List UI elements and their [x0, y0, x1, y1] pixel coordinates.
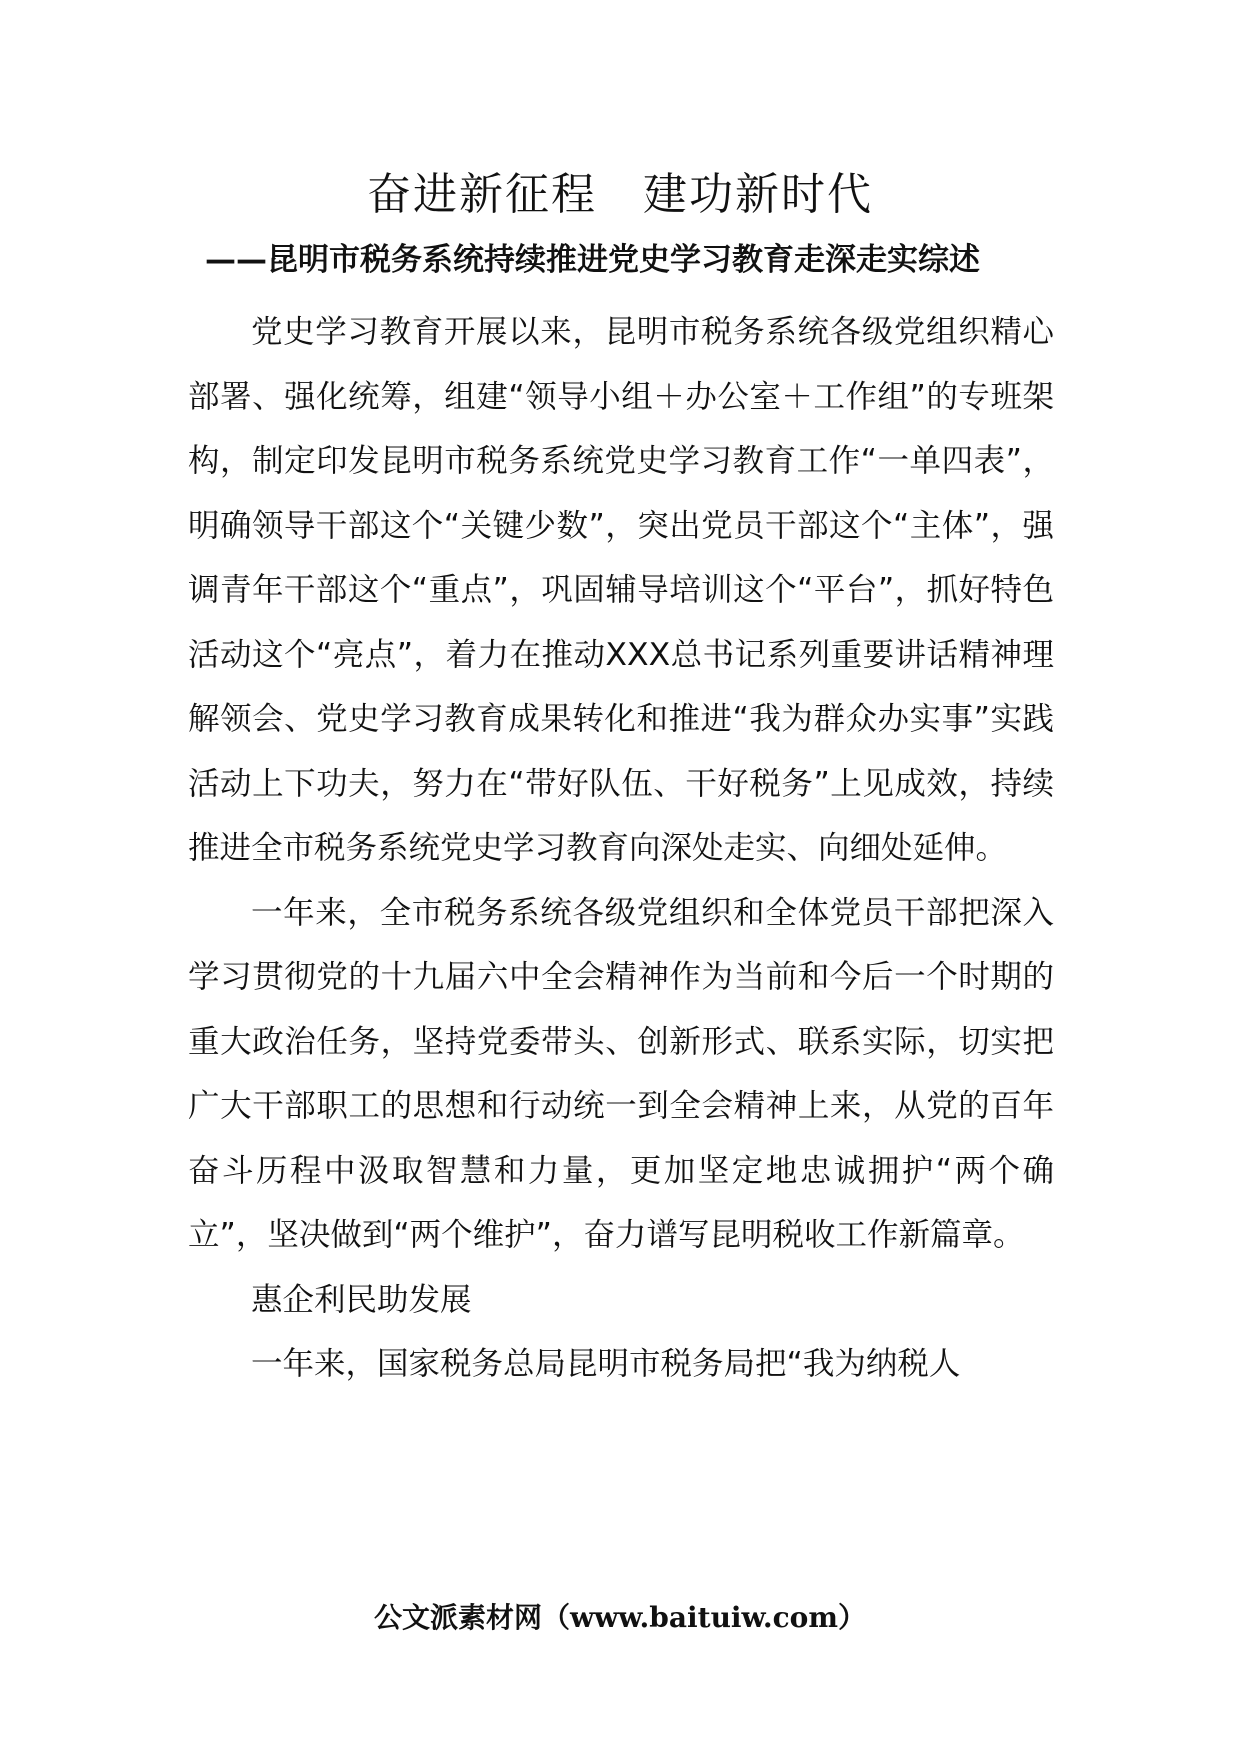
- watermark-footer: 公文派素材网（www.baituiw.com）: [374, 1601, 866, 1634]
- body-paragraph: 一年来，国家税务总局昆明市税务局把“我为纳税人: [251, 1346, 961, 1382]
- section-heading: 惠企利民助发展: [251, 1281, 472, 1318]
- document-body: [188, 300, 1054, 1397]
- body-paragraph: 党史学习教育开展以来，昆明市税务系统各级党组织精心部署、强化统筹，组建“领导小组＋办公室＋工作组”的专班架构，制定印发昆明市税务系统党史学习教育工作“一单四表”，明确领导干部这个“关键少数”，突出党员干部这个“主体”，强调青年干部这个“重点”，巩固辅导培训这个“平台”，抓好特色活动这个“亮点”，着力在推动XXX总书记系列重要讲话精神理解领会、党史学习教育成果转化和推进“我为群众办实事”实践活动上下功夫，努力在“带好队伍、干好税务”上见成效，持续推进全市税务系统党史学习教育向深处走实、向细处延伸。: [188, 314, 1054, 866]
- document-title: 奋进新征程 建功新时代: [367, 169, 873, 220]
- document-subtitle: ——昆明市税务系统持续推进党史学习教育走深走实综述: [205, 242, 980, 278]
- body-paragraph: 一年来，全市税务系统各级党组织和全体党员干部把深入学习贯彻党的十九届六中全会精神作为当前和今后一个时期的重大政治任务，坚持党委带头、创新形式、联系实际，切实把广大干部职工的思想和行动统一到全会精神上来，从党的百年奋斗历程中汲取智慧和力量，更加坚定地忠诚拥护“两个确立”，坚决做到“两个维护”，奋力谱写昆明税收工作新篇章。: [188, 894, 1054, 1253]
